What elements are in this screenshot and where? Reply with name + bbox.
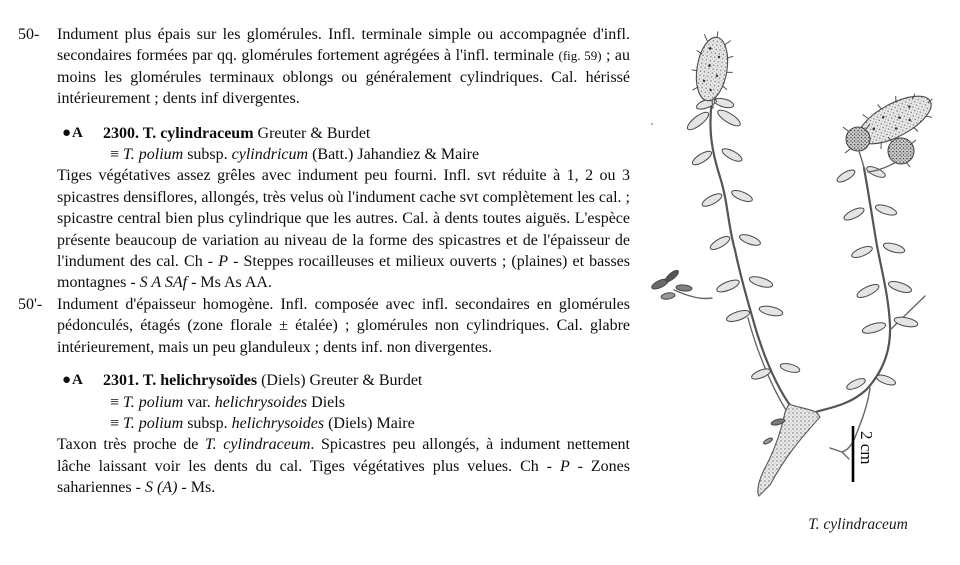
species-entry-2300: [62, 123, 630, 166]
spike-stalk: [712, 100, 713, 108]
plant-illustration: [640, 0, 960, 565]
species-bullet-marker: ●A: [62, 124, 84, 141]
key-entry-text: Indument plus épais sur les glomérules. Infl. terminale simple ou accompagnée d'infl. secondaires formées par qq. glomérules fortement agrégées à l'infl. terminale (fig. 59) ; au moins les glomérules terminaux oblongs ou généralement cylindriques. Cal. hérissé intérieurement ; dents inf divergentes.: [57, 26, 631, 108]
species-heading: 2301. T. helichrysoïdes (Diels) Greuter & Burdet: [103, 372, 423, 390]
side-shoot: [650, 269, 692, 301]
species-bullet-marker: ●A: [62, 372, 84, 389]
right-stem: [816, 168, 925, 459]
key-entry-50: [18, 24, 630, 110]
flower-spike-left: [687, 28, 738, 104]
species-names: [103, 123, 479, 166]
woody-base: [758, 404, 820, 496]
left-stem-leaves: [685, 97, 801, 382]
right-stem-leaves: [835, 164, 918, 391]
scan-speck: [651, 123, 653, 125]
scale-bar-label: 2 cm: [857, 431, 876, 465]
species-description-2301: Taxon très proche de T. cylindraceum. Spicastres peu allongés, à indument nettement lâche laissant voir les dents du cal. Tiges végétatives plus velues. Ch - P - Zones sahariennes - S (A) - Ms.: [57, 436, 630, 497]
text-column: [18, 18, 630, 499]
species-synonym: ≡ T. polium subsp. cylindricum (Batt.) Jahandiez & Maire: [110, 146, 480, 164]
key-entry-50prime: [18, 294, 630, 358]
species-synonym: ≡ T. polium var. helichrysoides Diels: [110, 393, 345, 411]
key-entry-label: 50-: [18, 26, 40, 43]
key-entry-text: Indument d'épaisseur homogène. Infl. composée avec infl. secondaires en glomérules pédonculés, étagés (zone florale ± étalée) ; glomérules non cylindriques. Cal. glabre intérieurement, mais un peu glanduleux ; dents inf. non divergentes.: [57, 295, 630, 356]
species-entry-2301: [62, 370, 630, 434]
species-description-2300: Tiges végétatives assez grêles avec indument peu fourni. Infl. svt réduite à 1, 2 ou 3 spicastres densiflores, allongés, très velus où l'indument cache svt complètement les cal. ; spicastre central bien plus cylindrique que les autres. Cal. à dents toutes aiguës. L'espèce présente beaucoup de variation au niveau de la forme des spicastres et de l'épaisseur de l'indument des cal. Ch - P - Steppes rocailleuses et milieux ouverts ; (plaines) et basses montagnes - S A SAf - Ms As AA.: [57, 167, 630, 292]
figure-caption: T. cylindraceum: [808, 516, 908, 533]
species-heading: 2300. T. cylindraceum Greuter & Burdet: [103, 124, 371, 142]
key-entry-label: 50'-: [18, 295, 43, 313]
species-names: [103, 370, 422, 434]
left-stem: [674, 100, 792, 410]
figure-column: [640, 0, 960, 565]
species-synonym: ≡ T. polium subsp. helichrysoides (Diels) Maire: [110, 414, 415, 432]
